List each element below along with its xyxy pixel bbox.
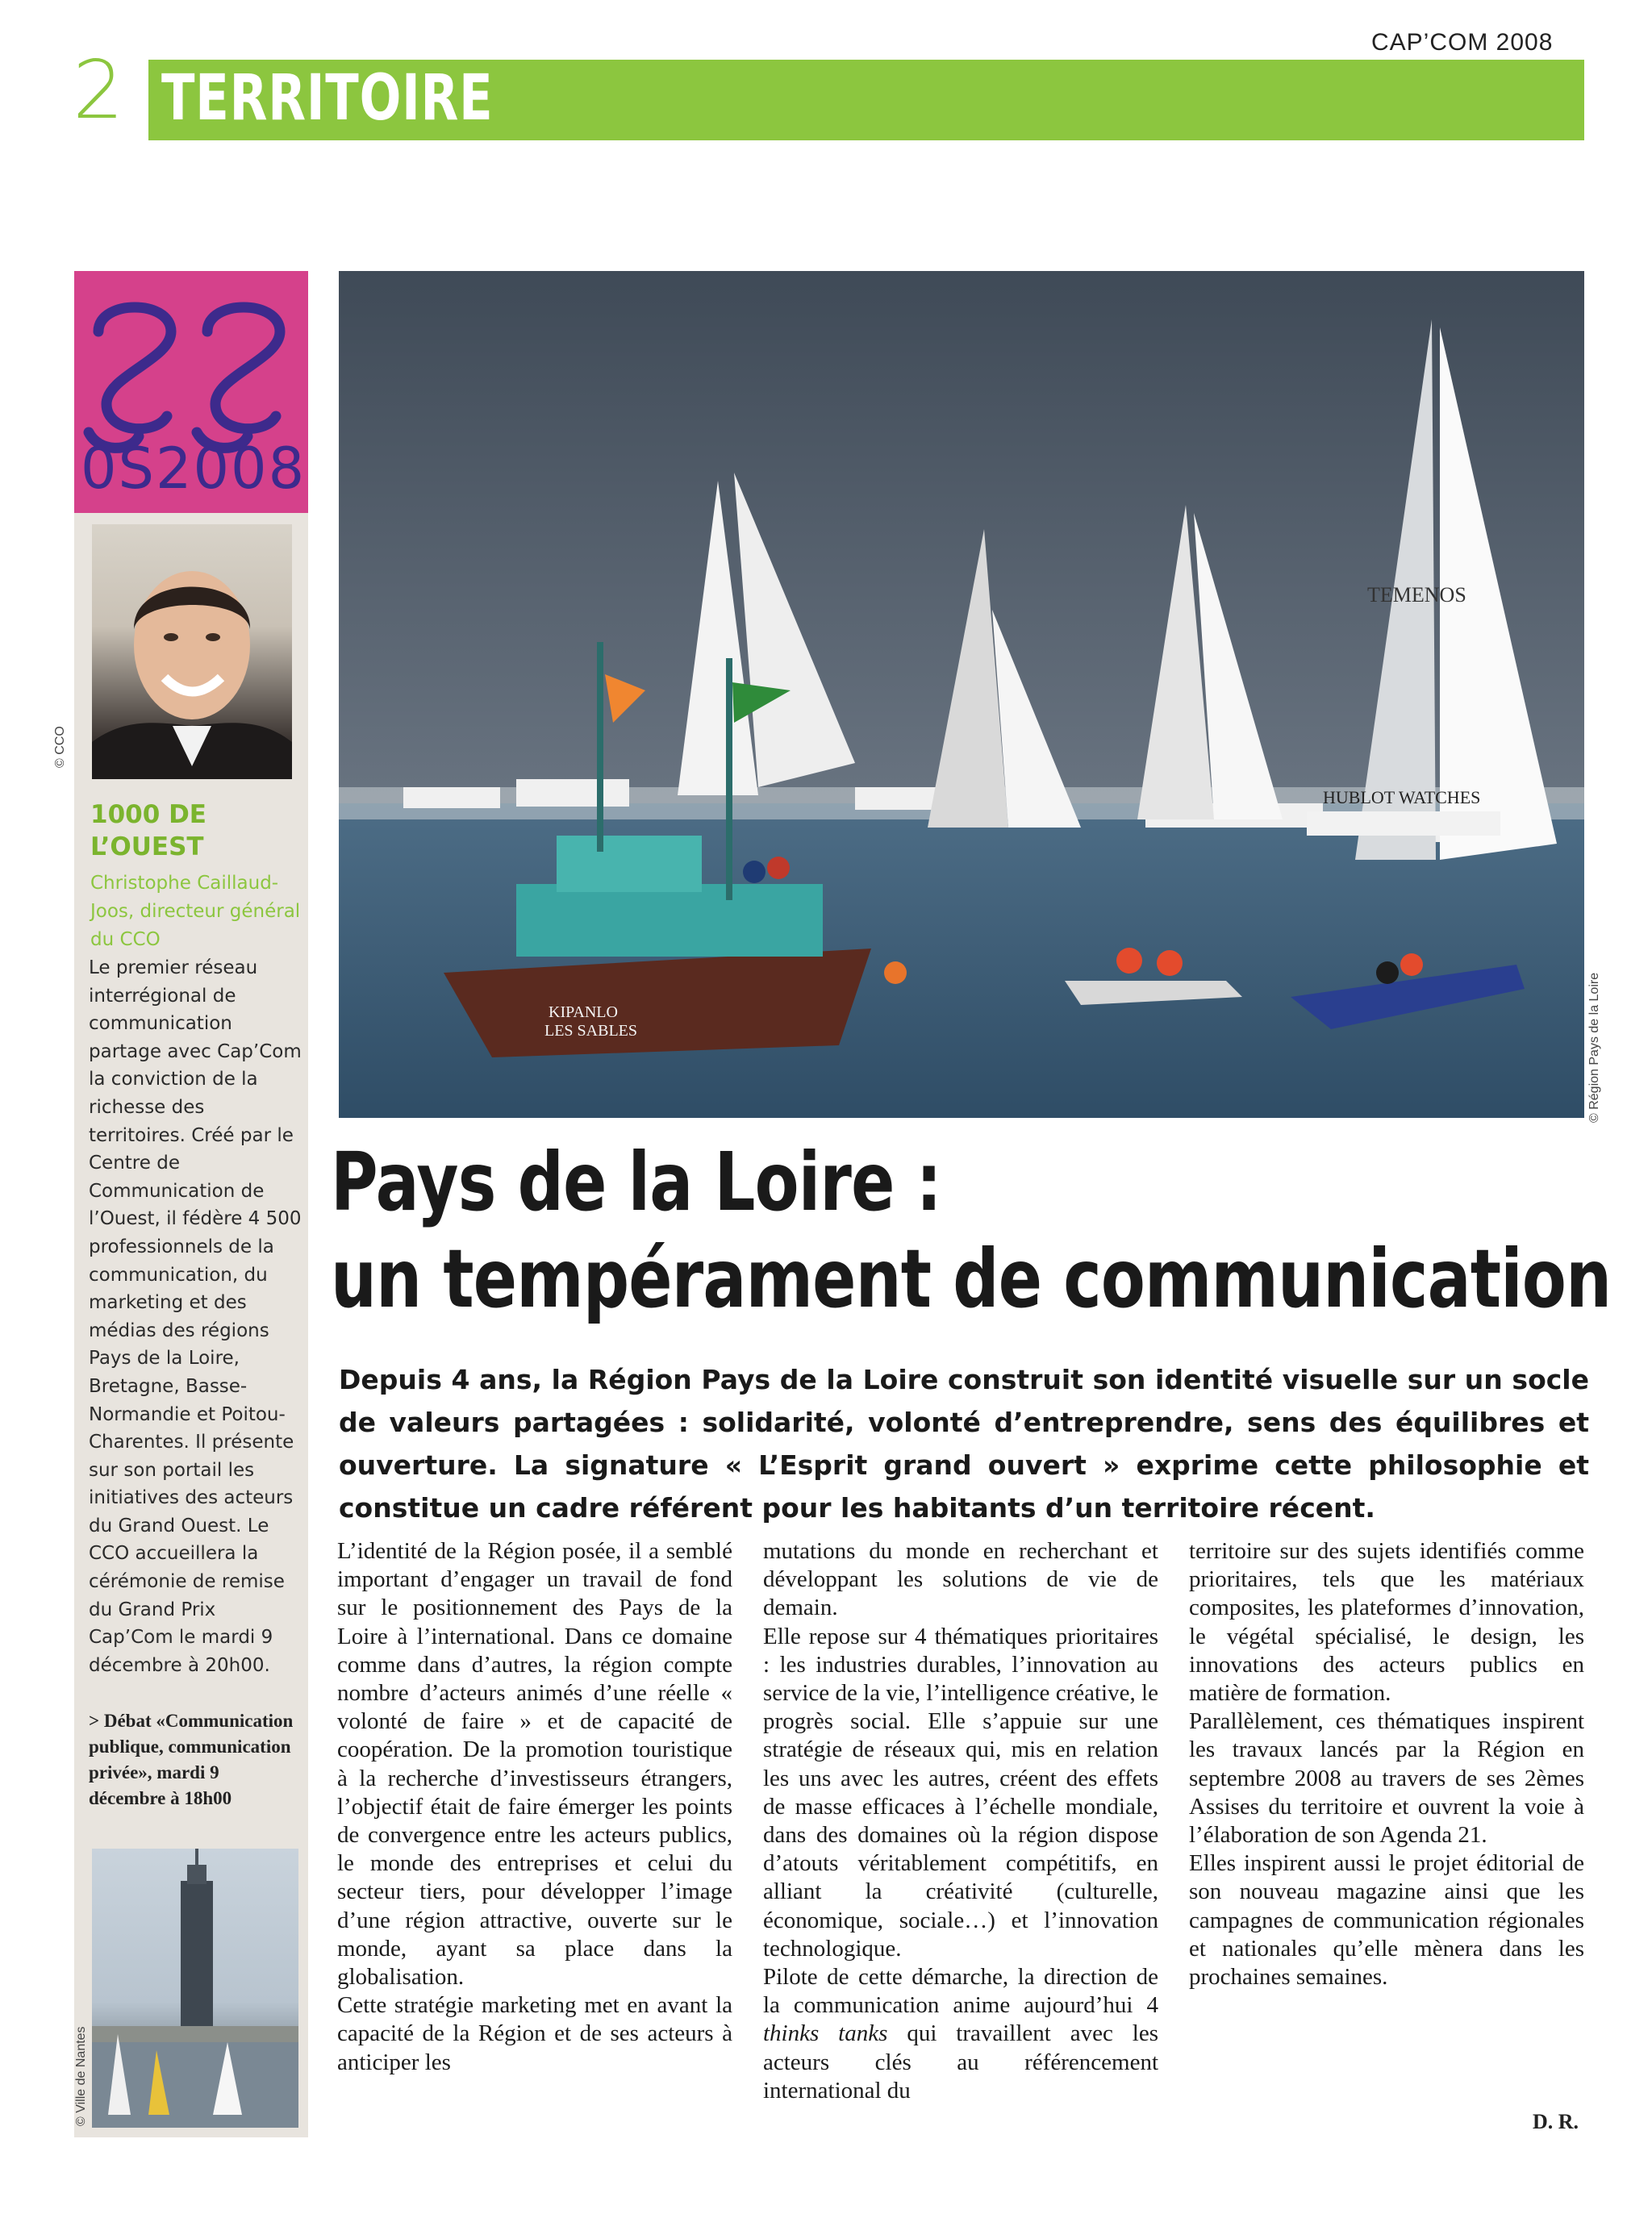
headline-line-1: Pays de la Loire : <box>331 1135 941 1229</box>
headline-line-2: un tempérament de communication <box>331 1232 1612 1326</box>
photo-credit-portrait: © CCO <box>53 726 67 768</box>
section-title: TERRITOIRE <box>161 62 494 135</box>
hull-sponsor-text: HUBLOT WATCHES <box>1323 787 1481 807</box>
column-3-paragraph-2: Parallèlement, ces thématiques inspirent les travaux lancés par la Région en septembre 2008 au travers de ses 2èmes Assises du territoire et ouvrent la voie à l’élaboration de son Agenda 21. <box>1189 1708 1584 1849</box>
column-2-paragraph-1: mutations du monde en recherchant et développant les solutions de vie de demain. <box>763 1538 1158 1621</box>
article-lead: Depuis 4 ans, la Région Pays de la Loire construit son identité visuelle sur un socle de valeurs partagées : solidarité, volonté d’entreprendre, sens des équilibres et ouverture. La signature « L’Esprit grand ouvert » exprime cette philosophie et constitue un cadre référent pour les habitants d’un territoire récent. <box>339 1364 1589 1524</box>
column-2-paragraph-2: Elle repose sur 4 thématiques prioritaires : les industries durables, l’innovation au service de la vie, l’intelligence créative, le progrès social. Elle s’appuie sur une stratégie de réseaux qui, mis en relation les uns avec les autres, créent des effets de masse efficaces à l’échelle mondiale, dans des domaines où la région dispose d’atouts véritablement compétitifs, en alliant la créativité (culturelle, économique, sociale…) et l’innovation technologique. <box>763 1623 1158 1962</box>
sail-sponsor-text: TEMENOS <box>1367 583 1466 607</box>
column-1-paragraph-2: Cette stratégie marketing met en avant la capacité de la Région et de ses acteurs à anticiper les <box>337 1992 732 2075</box>
article-column-1 <box>337 1537 732 2077</box>
column-3-paragraph-1: territoire sur des sujets identifiés comme prioritaires, tels que les matériaux composites, les plateformes d’innovation, le végétal spécialisé, le design, les innovations des acteurs publics en matière de formation. <box>1189 1538 1584 1707</box>
boat-name-line1: KIPANLO <box>549 1003 618 1021</box>
column-2-paragraph-3-start: Pilote de cette démarche, la direction de la communication anime aujourd’hui 4 <box>763 1964 1158 2019</box>
photo-credit-regatta: © Région Pays de la Loire <box>1587 972 1601 1123</box>
portrait-photo <box>92 524 292 779</box>
event-logo-year: 0S2008 <box>81 436 307 502</box>
sidebar-body: Le premier réseau interrégional de communication partage avec Cap’Com la conviction de la richesse des territoires. Créé par le Centre de Communication de l’Ouest, il fédère 4 500 professionnels de la communication, du marketing et des médias des régions Pays de la Loire, Bretagne, Basse-Normandie et Poitou-Charentes. Il présente sur son portail les initiatives des acteurs du Grand Ouest. Le CCO accueillera la cérémonie de remise du Grand Prix Cap’Com le mardi 9 décembre à 20h00. <box>89 957 302 1676</box>
sidebar-subheading: Christophe Caillaud-Joos, directeur général du CCO <box>90 873 301 950</box>
column-1-paragraph-1: L’identité de la Région posée, il a semblé important d’engager un travail de fond sur le positionnement des Pays de la Loire à l’international. Dans ce domaine comme dans d’autres, la région compte nombre d’acteurs animés d’une réelle « volonté de faire » et de capacité de coopération. De la promotion touristique à la recherche d’investisseurs étrangers, l’objectif était de faire émerger les points de convergence entre les acteurs publics, le monde des entreprises et celui du secteur tiers, pour développer l’image d’une région attractive, ouverte sur le monde, ayant sa place dans la globalisation. <box>337 1538 732 1991</box>
column-2-paragraph-3-end: qui travaillent avec les acteurs clés au référencement international du <box>763 2020 1159 2104</box>
photo-credit-nantes: © Ville de Nantes <box>74 2026 88 2126</box>
sidebar-heading: 1000 DE L’OUEST <box>90 800 206 861</box>
regatta-photo <box>339 271 1584 1118</box>
think-tanks-emphasis: thinks tanks <box>763 2020 888 2047</box>
sidebar-event-debate: > Débat «Communication publique, communication privée», mardi 9 décembre à 18h00 <box>89 1711 294 1808</box>
publication-name: CAP’COM 2008 <box>1371 29 1554 56</box>
article-column-3 <box>1189 1537 1584 1991</box>
column-3-paragraph-3: Elles inspirent aussi le projet éditorial de son nouveau magazine ainsi que les campagnes de communication régionales et nationales qu’elle mènera dans les prochaines semaines. <box>1189 1850 1584 1991</box>
boat-name-line2: LES SABLES <box>544 1022 638 1040</box>
article-column-2 <box>763 1537 1158 2105</box>
article-signature: D. R. <box>1533 2110 1579 2133</box>
page-number: 2 <box>73 43 124 137</box>
nantes-photo <box>92 1849 298 2128</box>
column-2-paragraph-3 <box>763 1963 1158 2105</box>
